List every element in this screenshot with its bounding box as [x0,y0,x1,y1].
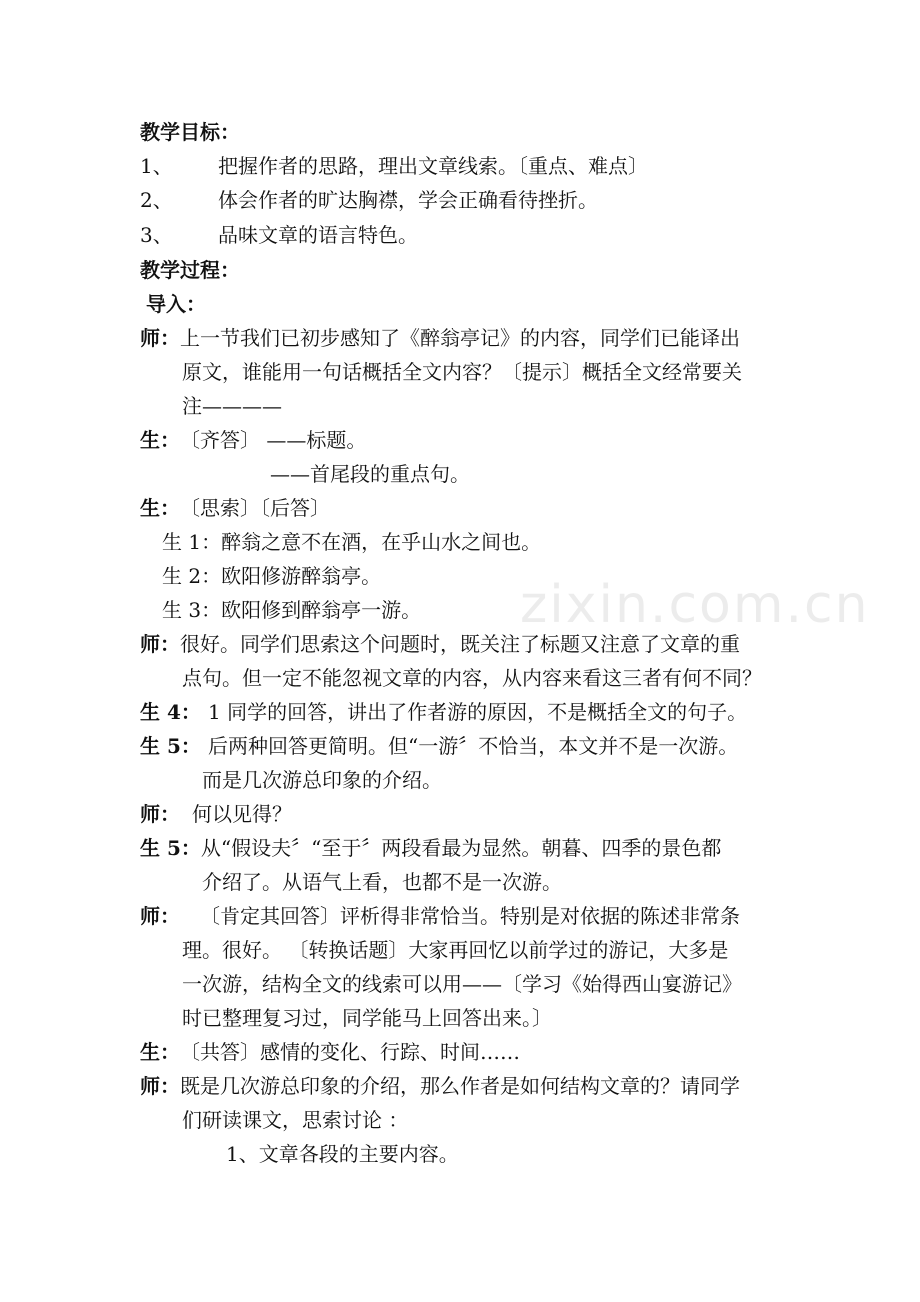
speaker-label: 师： [140,632,180,656]
speaker-label: 生 5： [140,734,201,758]
speaker-label: 师： [140,802,180,826]
speaker-label: 师： [140,326,180,350]
dialogue-continuation: 们研读课文，思索讨论 ： [182,1108,409,1132]
objective-number: 3、 [140,223,173,247]
dialogue-continuation: ——首尾段的重点句。 [270,462,470,486]
objective-text: 把握作者的思路，理出文章线索。〔重点、难点〕 [218,154,648,178]
speaker-label: 生 4： [140,700,201,724]
objectives-heading: 教学目标： [140,120,240,144]
student-answer: 生 3：欧阳修到醉翁亭一游。 [162,598,422,622]
process-heading: 教学过程： [140,258,240,282]
speaker-label: 生： [140,1040,180,1064]
watermark: zixin.com.cn [520,575,870,635]
speaker-label: 生 5： [140,836,201,860]
teacher-line [140,797,292,831]
student-answer: 生 1：醉翁之意不在酒，在乎山水之间也。 [162,530,542,554]
objective-text: 体会作者的旷达胸襟，学会正确看待挫折。 [218,188,598,212]
student-line [140,831,721,865]
objective-text: 品味文章的语言特色。 [218,223,418,247]
speaker-label: 师： [140,904,180,928]
dialogue-text: 从“假设夫〞“至于〞两段看最为显然。朝暮、四季的景色都 [200,836,722,860]
student-line [140,729,738,763]
dialogue-continuation: 一次游，结构全文的线索可以用——〔学习《始得西山宴游记》 [182,972,742,996]
dialogue-continuation: 注———— [182,394,282,418]
speaker-label: 生： [140,496,180,520]
objective-item-1 [140,149,648,183]
objective-number: 2、 [140,188,173,212]
dialogue-text: 〔共答〕感情的变化、行踪、时间…… [180,1040,520,1064]
dialogue-text: 何以见得？ [192,802,292,826]
dialogue-continuation: 理。很好。 〔转换话题〕大家再回忆以前学过的游记，大多是 [182,938,729,962]
student-line [140,1035,520,1069]
speaker-label: 生： [140,428,180,452]
intro-label: 导入： [146,292,206,316]
speaker-label: 师： [140,1074,180,1098]
dialogue-text: 〔肯定其回答〕评析得非常恰当。特别是对依据的陈述非常条 [200,904,740,928]
student-line [140,423,366,457]
dialogue-continuation: 原文，谁能用一句话概括全文内容？〔提示〕概括全文经常要关 [182,360,742,384]
objective-number: 1、 [140,154,173,178]
student-answer: 生 2：欧阳修游醉翁亭。 [162,564,382,588]
discussion-task-1: 1、文章各段的主要内容。 [226,1142,459,1166]
dialogue-text: 上一节我们已初步感知了《醉翁亭记》的内容，同学们已能译出 [180,326,740,350]
teacher-line [140,899,740,933]
dialogue-text: 〔齐答〕 ——标题。 [180,428,367,452]
dialogue-text: 后两种回答更简明。但“一游〞不恰当，本文并不是一次游。 [208,734,739,758]
objective-item-3 [140,218,418,252]
student-line [140,491,330,525]
dialogue-continuation: 而是几次游总印象的介绍。 [202,768,442,792]
dialogue-text: 〔思索〕〔后答〕 [180,496,330,520]
dialogue-continuation: 时已整理复习过，同学能马上回答出来。〕 [182,1006,552,1030]
teacher-line [140,1069,740,1103]
dialogue-text: 很好。同学们思索这个问题时，既关注了标题又注意了文章的重 [180,632,740,656]
dialogue-continuation: 介绍了。从语气上看，也都不是一次游。 [202,870,562,894]
teacher-line [140,627,740,661]
objective-item-2 [140,183,598,217]
dialogue-text: 既是几次游总印象的介绍，那么作者是如何结构文章的？请同学 [180,1074,740,1098]
teacher-line [140,321,740,355]
student-line [140,695,747,729]
dialogue-text: 1 同学的回答，讲出了作者游的原因，不是概括全文的句子。 [208,700,748,724]
dialogue-continuation: 点句。但一定不能忽视文章的内容，从内容来看这三者有何不同？ [182,666,762,690]
